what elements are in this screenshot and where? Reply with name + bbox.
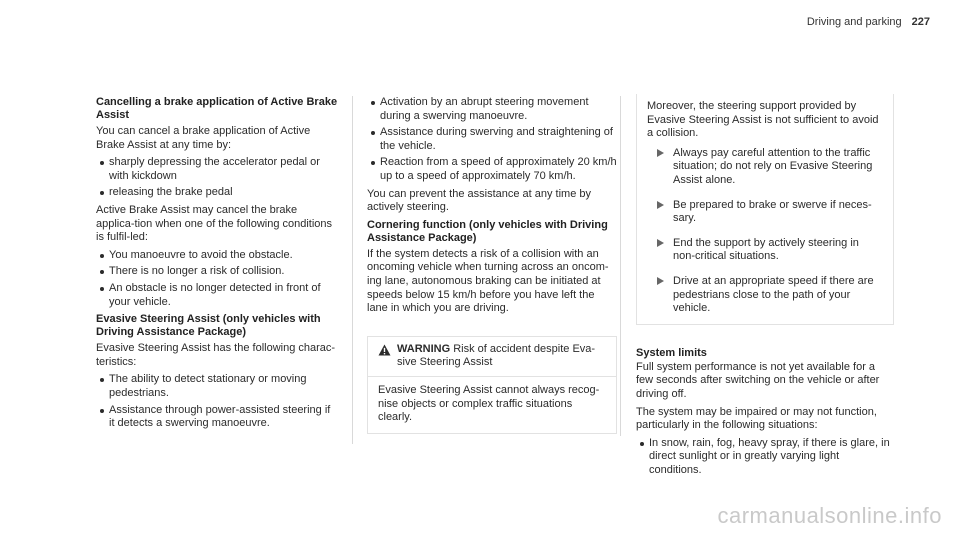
list-item: There is no longer a risk of collision. <box>96 265 338 279</box>
page-number: 227 <box>911 16 930 28</box>
list-item: An obstacle is no longer detected in front of your vehicle. <box>96 282 338 309</box>
paragraph-evasive: Evasive Steering Assist has the following charac-teristics: <box>96 342 336 368</box>
heading-cornering: Cornering function (only vehicles with Driving Assistance Package) <box>367 218 608 244</box>
column-divider <box>352 96 353 444</box>
heading-evasive-steering: Evasive Steering Assist (only vehicles with Driving Assistance Package) <box>96 313 321 339</box>
instruction-step: Always pay careful attention to the traffic situation; do not rely on Evasive Steering Assist alone. <box>647 147 883 188</box>
list-item: Reaction from a speed of approximately 20 km/h up to a speed of approximately 70 km/h. <box>367 156 617 183</box>
column-divider <box>620 96 621 436</box>
list-item: Assistance through power-assisted steering if it detects a swerving manoeuvre. <box>96 404 338 431</box>
evasive-list <box>96 373 338 430</box>
section-title: Driving and parking <box>806 16 902 28</box>
list-item: sharply depressing the accelerator pedal or with kickdown <box>96 156 338 183</box>
cancel-list <box>96 156 338 200</box>
warning-label: WARNING <box>397 342 451 355</box>
evasive-continued-list <box>367 96 617 184</box>
paragraph-cancel: You can cancel a brake application of Active Brake Assist at any time by: <box>96 125 311 151</box>
column-middle <box>367 96 617 434</box>
step-arrow-icon <box>657 239 664 247</box>
paragraph-cornering: If the system detects a risk of a collision with an oncoming vehicle when turning across an oncom-ing lane, autonomous braking can be initiated at speeds below 15 km/h before you have left the lane in which you are driving. <box>367 247 609 315</box>
list-item: The ability to detect stationary or moving pedestrians. <box>96 373 338 400</box>
paragraph-conditions: Active Brake Assist may cancel the brake applica-tion when one of the following conditions is fulfil-led: <box>96 203 333 244</box>
column-right <box>636 96 894 481</box>
warning-header <box>368 337 616 376</box>
heading-system-limits: System limits <box>636 346 707 359</box>
list-item: In snow, rain, fog, heavy spray, if there is glare, in direct sunlight or in greatly varying light conditions. <box>636 437 894 478</box>
warning-triangle-icon <box>378 344 391 356</box>
paragraph-moreover: Moreover, the steering support provided by Evasive Steering Assist is not sufficient to avoid a collision. <box>647 100 879 140</box>
instruction-step: Be prepared to brake or swerve if neces-sary. <box>647 199 883 226</box>
step-arrow-icon <box>657 149 664 157</box>
system-limits-section <box>636 347 894 478</box>
list-item: Activation by an abrupt steering movement during a swerving manoeuvre. <box>367 96 617 123</box>
watermark: carmanualsonline.info <box>717 503 942 529</box>
instruction-steps <box>647 147 883 316</box>
list-item: Assistance during swerving and straightening of the vehicle. <box>367 126 617 153</box>
warning-title: Risk of accident despite Eva-sive Steering Assist <box>397 342 596 369</box>
list-item: You manoeuvre to avoid the obstacle. <box>96 249 338 263</box>
step-arrow-icon <box>657 201 664 209</box>
instruction-step: End the support by actively steering in non-critical situations. <box>647 237 883 264</box>
limits-list <box>636 437 894 478</box>
conditions-list <box>96 249 338 309</box>
warning-box <box>367 336 617 434</box>
column-left <box>96 96 338 435</box>
paragraph-limits-1: Full system performance is not yet available for a few seconds after switching on the vehicle or after driving off. <box>636 360 880 400</box>
warning-continued-box <box>636 94 894 325</box>
instruction-step: Drive at an appropriate speed if there are pedestrians close to the path of your vehicle. <box>647 275 883 316</box>
list-item: releasing the brake pedal <box>96 186 338 200</box>
heading-cancel-brake: Cancelling a brake application of Active Brake Assist <box>96 96 338 121</box>
paragraph-prevent: You can prevent the assistance at any time by actively steering. <box>367 187 592 214</box>
step-arrow-icon <box>657 277 664 285</box>
warning-body: Evasive Steering Assist cannot always recog-nise objects or complex traffic situations clearly. <box>368 376 616 433</box>
paragraph-limits-2: The system may be impaired or may not function, particularly in the following situations: <box>636 405 877 432</box>
page-header <box>807 16 930 30</box>
